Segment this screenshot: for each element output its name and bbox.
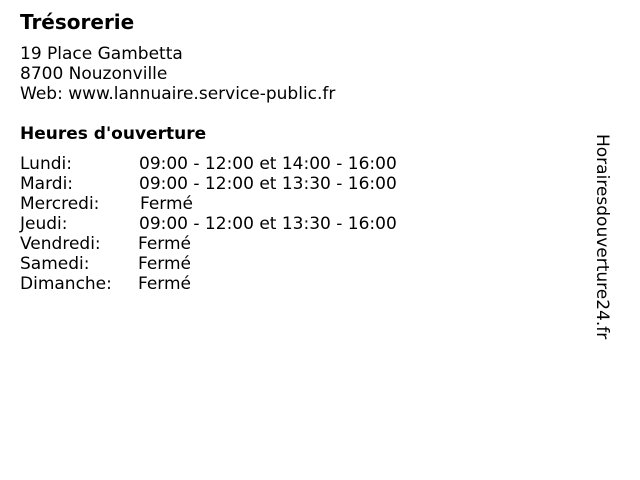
place-title: Trésorerie bbox=[20, 10, 135, 34]
day-label: Vendredi: bbox=[20, 234, 101, 254]
day-label: Mercredi: bbox=[20, 194, 100, 214]
website-text: Web: www.lannuaire.service-public.fr bbox=[20, 84, 336, 104]
time-value: 09:00 - 12:00 et 14:00 - 16:00 bbox=[139, 154, 397, 174]
watermark-text: Horairesdouverture24.fr bbox=[592, 134, 612, 340]
day-label: Mardi: bbox=[20, 174, 74, 194]
time-value: Fermé bbox=[138, 254, 192, 274]
day-label: Samedi: bbox=[20, 254, 90, 274]
address-city: 8700 Nouzonville bbox=[20, 64, 168, 84]
opening-hours-title: Heures d'ouverture bbox=[20, 124, 207, 144]
time-value: 09:00 - 12:00 et 13:30 - 16:00 bbox=[139, 174, 397, 194]
day-label: Jeudi: bbox=[20, 214, 68, 234]
time-value: Fermé bbox=[138, 274, 192, 294]
day-label: Dimanche: bbox=[20, 274, 112, 294]
address-street: 19 Place Gambetta bbox=[20, 44, 183, 64]
site-watermark bbox=[592, 134, 612, 374]
time-value: 09:00 - 12:00 et 13:30 - 16:00 bbox=[139, 214, 397, 234]
day-label: Lundi: bbox=[20, 154, 72, 174]
time-value: Fermé bbox=[140, 194, 194, 214]
address-block bbox=[20, 44, 335, 104]
time-value: Fermé bbox=[138, 234, 192, 254]
